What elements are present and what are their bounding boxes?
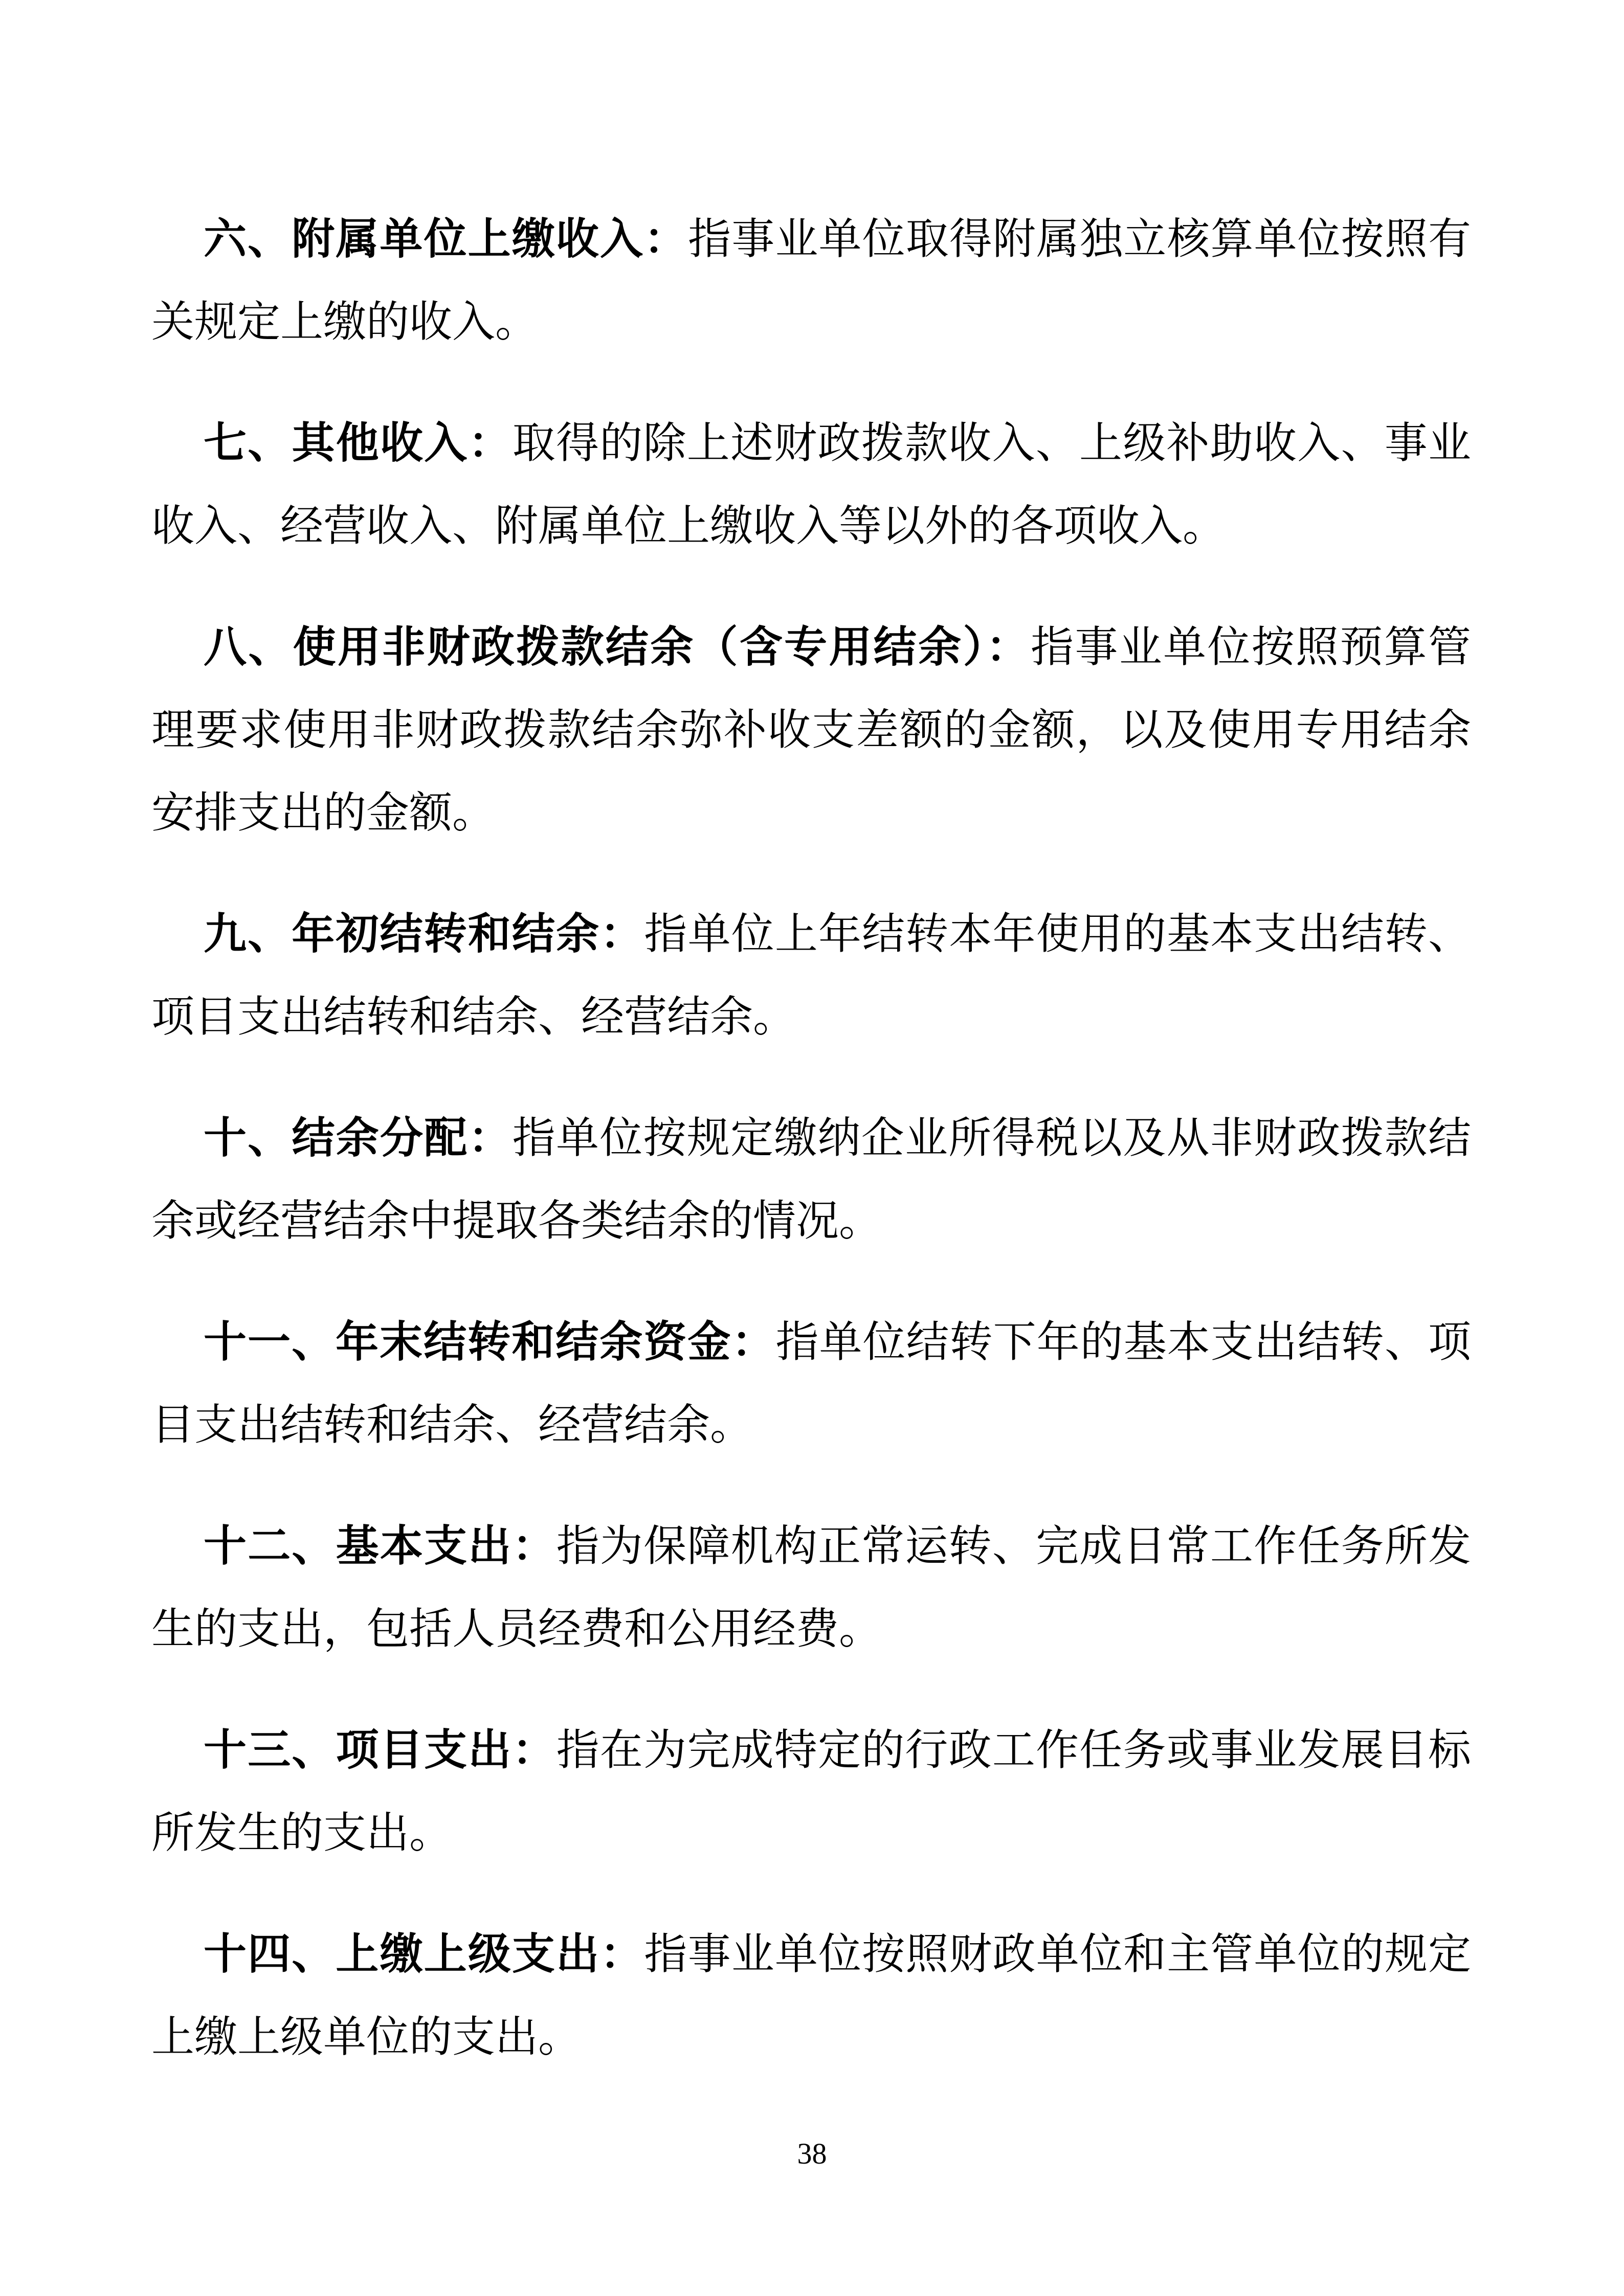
term-definition: 指事业单位取得附属独立核算单位按照有关规定上缴的收入。 — [151, 216, 1471, 346]
definition-paragraph — [151, 1096, 1471, 1263]
term-label: 九、年初结转和结余： — [204, 910, 644, 958]
term-definition: 指事业单位按照预算管理要求使用非财政拨款结余弥补收支差额的金额，以及使用专用结余安排支出的金额。 — [151, 624, 1471, 837]
term-definition: 指事业单位按照财政单位和主管单位的规定上缴上级单位的支出。 — [151, 1931, 1471, 2061]
definition-paragraph — [151, 401, 1471, 568]
term-label: 十、结余分配： — [204, 1114, 513, 1162]
page-number: 38 — [797, 2137, 827, 2170]
term-label: 八、使用非财政拨款结余（含专用结余）： — [204, 623, 1031, 671]
term-definition: 取得的除上述财政拨款收入、上级补助收入、事业收入、经营收入、附属单位上缴收入等以外的各项收入。 — [151, 420, 1471, 550]
definition-paragraph — [151, 1708, 1471, 1875]
definition-paragraph — [151, 1504, 1471, 1671]
term-label: 七、其他收入： — [204, 419, 513, 467]
definition-paragraph — [151, 1912, 1471, 2079]
definitions-section — [151, 197, 1471, 2079]
term-label: 十二、基本支出： — [204, 1522, 557, 1570]
term-definition: 指为保障机构正常运转、完成日常工作任务所发生的支出，包括人员经费和公用经费。 — [151, 1523, 1471, 1653]
definition-paragraph — [151, 197, 1471, 364]
definition-paragraph — [151, 892, 1471, 1059]
definition-paragraph — [151, 605, 1471, 855]
term-label: 十一、年末结转和结余资金： — [204, 1318, 776, 1366]
term-definition: 指单位按规定缴纳企业所得税以及从非财政拨款结余或经营结余中提取各类结余的情况。 — [151, 1115, 1471, 1245]
term-definition: 指在为完成特定的行政工作任务或事业发展目标所发生的支出。 — [151, 1727, 1471, 1857]
term-definition: 指单位上年结转本年使用的基本支出结转、项目支出结转和结余、经营结余。 — [151, 911, 1471, 1041]
term-label: 六、附属单位上缴收入： — [204, 215, 688, 263]
term-definition: 指单位结转下年的基本支出结转、项目支出结转和结余、经营结余。 — [151, 1319, 1471, 1449]
definition-paragraph — [151, 1300, 1471, 1467]
term-label: 十四、上缴上级支出： — [204, 1930, 644, 1978]
term-label: 十三、项目支出： — [204, 1726, 557, 1774]
